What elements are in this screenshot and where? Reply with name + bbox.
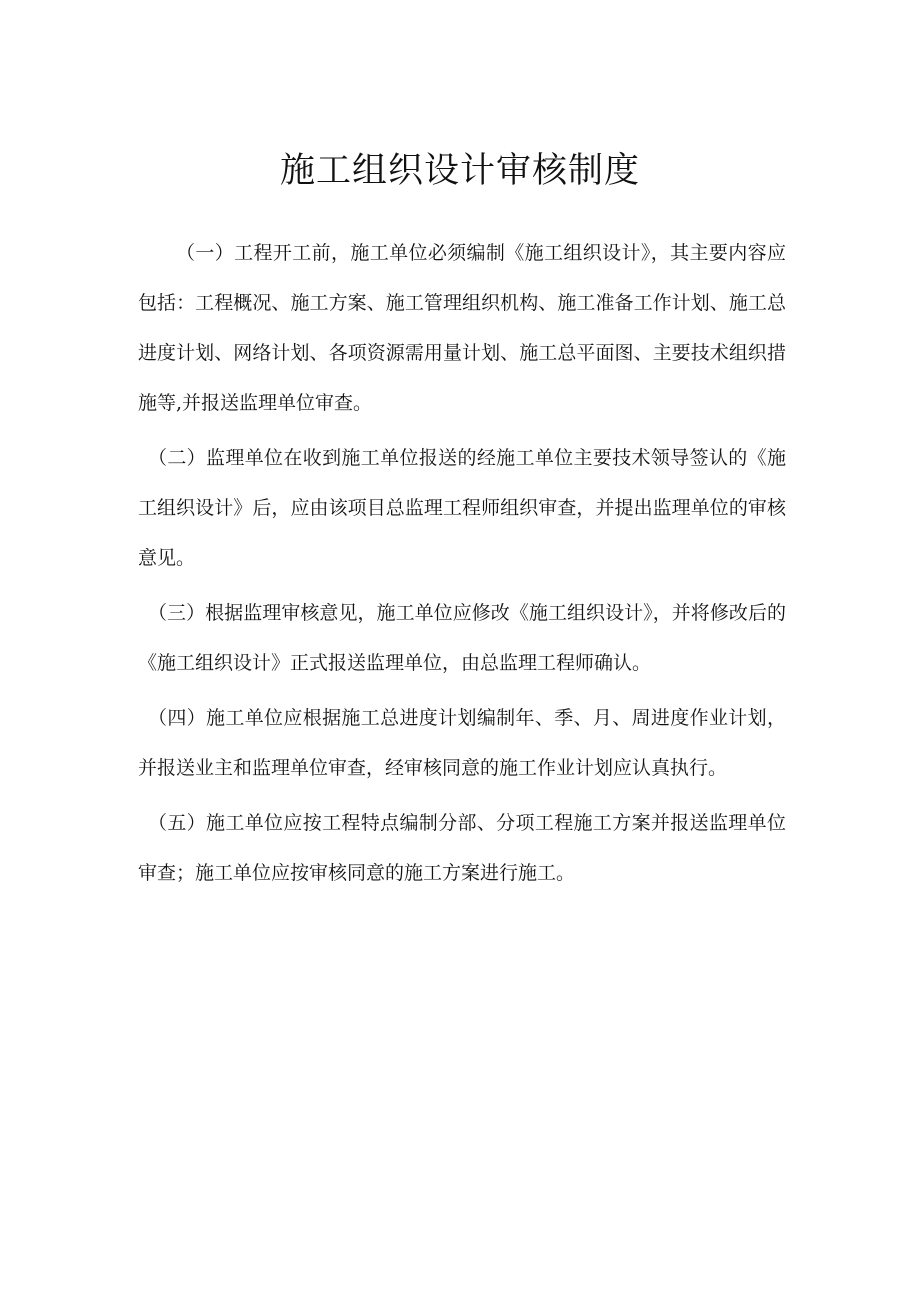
paragraph-4: （四）施工单位应根据施工总进度计划编制年、季、月、周进度作业计划，并报送业主和监理单位审查，经审核同意的施工作业计划应认真执行。 bbox=[138, 707, 786, 779]
paragraph-3: （三）根据监理审核意见，施工单位应修改《施工组织设计》，并将修改后的《施工组织设计》正式报送监理单位，由总监理工程师确认。 bbox=[138, 602, 786, 674]
paragraph-5: （五）施工单位应按工程特点编制分部、分项工程施工方案并报送监理单位审查；施工单位应按审核同意的施工方案进行施工。 bbox=[138, 812, 786, 884]
paragraph-2: （二）监理单位在收到施工单位报送的经施工单位主要技术领导签认的《施工组织设计》后，应由该项目总监理工程师组织审查，并提出监理单位的审核意见。 bbox=[138, 447, 786, 569]
document-body bbox=[138, 228, 786, 903]
paragraph-1: （一）工程开工前，施工单位必须编制《施工组织设计》，其主要内容应包括：工程概况、施工方案、施工管理组织机构、施工准备工作计划、施工总进度计划、网络计划、各项资源需用量计划、施工总平面图、主要技术组织措施等,并报送监理单位审查。 bbox=[138, 242, 786, 414]
document-title: 施工组织设计审核制度 bbox=[279, 151, 640, 191]
